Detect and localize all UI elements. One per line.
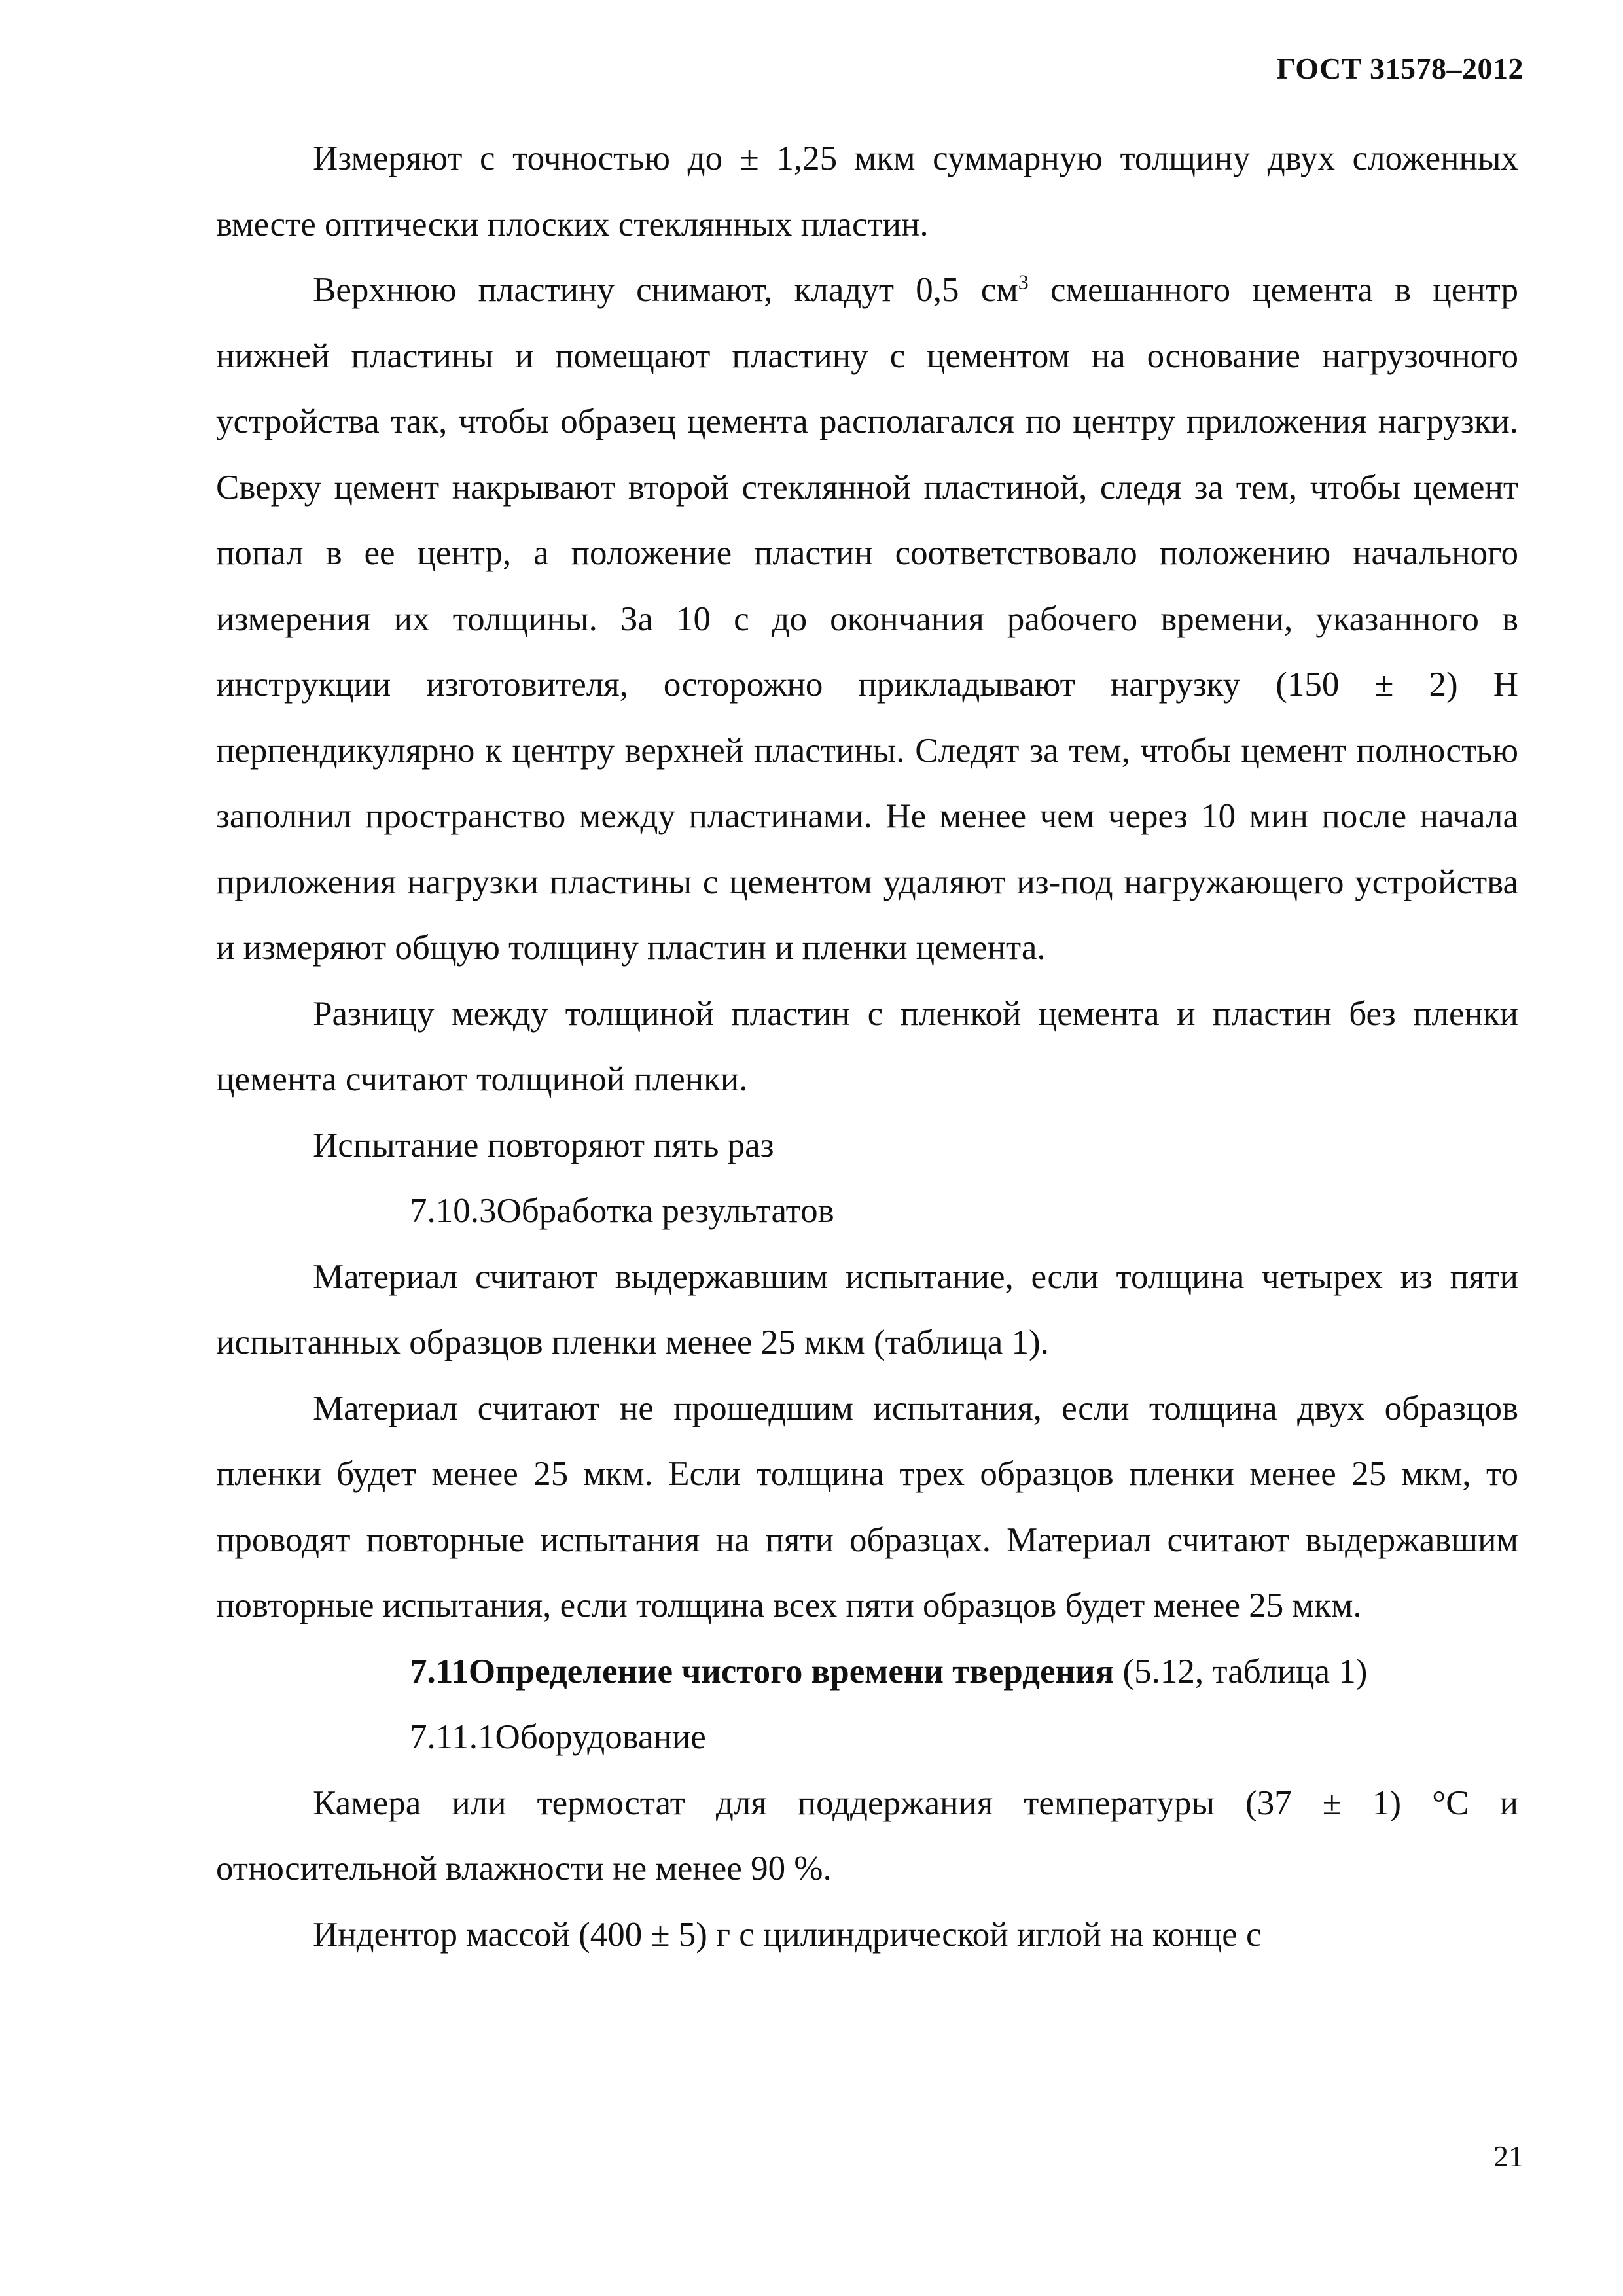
section-heading-7-10-3 <box>216 1178 1518 1244</box>
section-heading-7-11-1 <box>216 1704 1518 1770</box>
section-reference: (5.12, таблица 1) <box>1114 1652 1368 1691</box>
section-number: 7.10.3 <box>410 1192 497 1230</box>
page-number: 21 <box>1493 2140 1524 2173</box>
paragraph-measure-plates: Измеряют с точностью до ± 1,25 мкм суммарную толщину двух сложенных вместе оптически плоских стеклянных пластин. <box>216 139 1518 243</box>
section-title: Определение чистого времени твердения <box>468 1652 1115 1691</box>
paragraph-film-thickness: Разницу между толщиной пластин с пленкой цемента и пластин без пленки цемента считают толщиной пленки. <box>216 994 1518 1098</box>
section-number: 7.11 <box>410 1652 469 1691</box>
paragraph-failed: Материал считают не прошедшим испытания, если толщина двух образцов пленки будет менее 25 мкм. Если толщина трех образцов пленки менее 25 мкм, то проводят повторные испытания на пяти образцах. Материал считают выдержавшим повторные испытания, если толщина всех пяти образцов будет менее 25 мкм. <box>216 1389 1518 1624</box>
section-number: 7.11.1 <box>410 1718 495 1756</box>
superscript-cube: 3 <box>1018 270 1029 294</box>
section-title: Оборудование <box>495 1718 706 1756</box>
paragraph-procedure <box>216 257 1518 981</box>
document-body <box>216 126 1518 1967</box>
paragraph-chamber: Камера или термостат для поддержания температуры (37 ± 1) °С и относительной влажности не менее 90 %. <box>216 1784 1518 1888</box>
section-heading-7-11 <box>216 1639 1518 1705</box>
document-header: ГОСТ 31578–2012 <box>1276 52 1524 85</box>
paragraph-indenter: Индентор массой (400 ± 5) г с цилиндрической иглой на конце с <box>313 1915 1262 1954</box>
paragraph-passed: Материал считают выдержавшим испытание, если толщина четырех из пяти испытанных образцов пленки менее 25 мкм (таблица 1). <box>216 1257 1518 1361</box>
procedure-text-start: Верхнюю пластину снимают, кладут 0,5 см <box>313 271 1018 309</box>
section-title: Обработка результатов <box>496 1192 834 1230</box>
procedure-text-rest: смешанного цемента в центр нижней пластины и помещают пластину с цементом на основание нагрузочного устройства так, чтобы образец цемента располагался по центру приложения нагрузки. Сверху цемент накрывают второй стеклянной пластиной, следя за тем, чтобы цемент попал в ее центр, а положение пластин соответствовало положению начального измерения их толщины. За 10 с до окончания рабочего времени, указанного в инструкции изготовителя, осторожно прикладывают нагрузку (150 ± 2) Н перпендикулярно к центру верхней пластины. Следят за тем, чтобы цемент полностью заполнил пространство между пластинами. Не менее чем через 10 мин после начала приложения нагрузки пластины с цементом удаляют из-под нагружающего устройства и измеряют общую толщину пластин и пленки цемента. <box>216 271 1518 967</box>
paragraph-repeat: Испытание повторяют пять раз <box>313 1126 774 1164</box>
